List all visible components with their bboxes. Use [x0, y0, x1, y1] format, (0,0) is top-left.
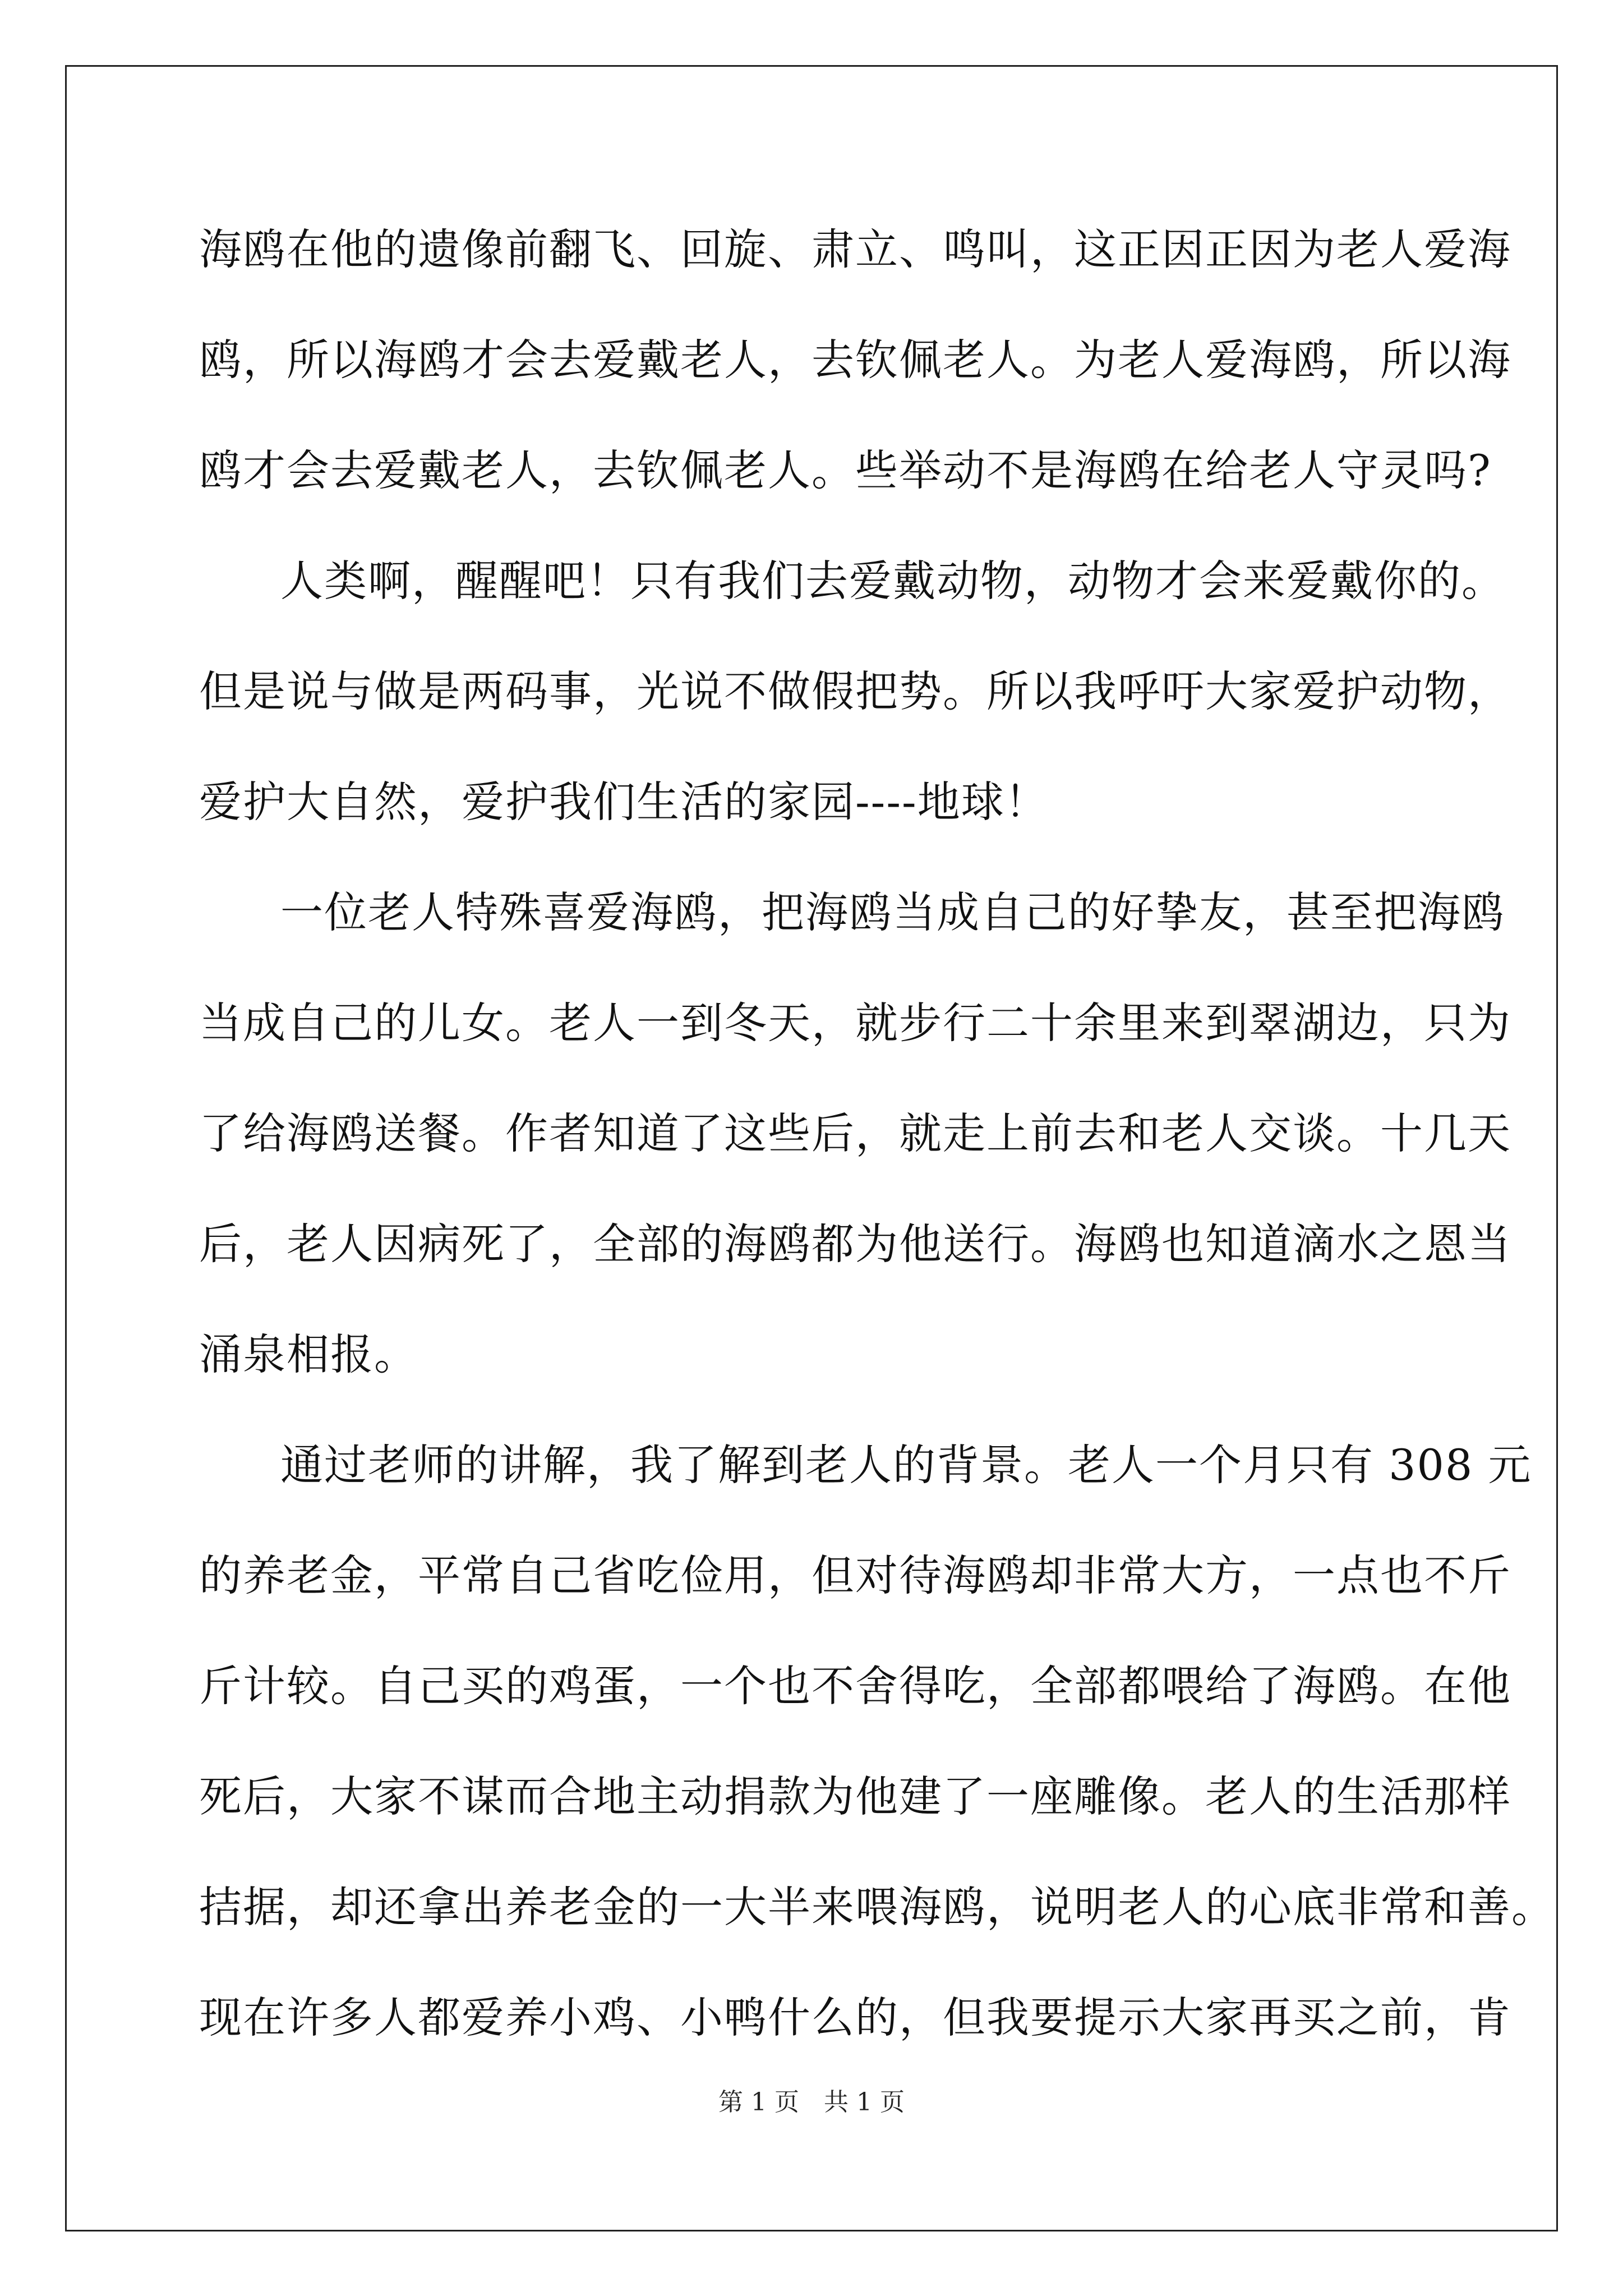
text-line: 涌泉相报。	[199, 1329, 418, 1379]
text-line: 爱护大自然，爱护我们生活的家园----地球！	[199, 777, 1049, 827]
paragraph-first-line: 人类啊，醒醒吧！只有我们去爱戴动物，动物才会来爱戴你的。	[280, 556, 1505, 606]
paragraph-first-line: 一位老人特殊喜爱海鸥，把海鸥当成自己的好挚友，甚至把海鸥	[280, 887, 1505, 937]
text-line: 现在许多人都爱养小鸡、小鸭什么的，但我要提示大家再买之前，肯	[199, 1993, 1511, 2042]
paragraph-first-line: 通过老师的讲解，我了解到老人的背景。老人一个月只有 308 元	[280, 1440, 1532, 1490]
text-line: 拮据，却还拿出养老金的一大半来喂海鸥，说明老人的心底非常和善。	[199, 1882, 1555, 1932]
text-line: 但是说与做是两码事，光说不做假把势。所以我呼吁大家爱护动物，	[199, 666, 1511, 716]
text-line: 当成自己的儿女。老人一到冬天，就步行二十余里来到翠湖边，只为	[199, 998, 1511, 1048]
text-line: 死后，大家不谋而合地主动捐款为他建了一座雕像。老人的生活那样	[199, 1772, 1511, 1821]
text-line: 了给海鸥送餐。作者知道了这些后，就走上前去和老人交谈。十几天	[199, 1108, 1511, 1158]
text-line: 的养老金，平常自己省吃俭用，但对待海鸥却非常大方，一点也不斤	[199, 1550, 1511, 1600]
text-line: 斤计较。自己买的鸡蛋，一个也不舍得吃，全部都喂给了海鸥。在他	[199, 1661, 1511, 1711]
text-line: 鸥才会去爱戴老人，去钦佩老人。些举动不是海鸥在给老人守灵吗?	[199, 445, 1492, 495]
text-line: 后，老人因病死了，全部的海鸥都为他送行。海鸥也知道滴水之恩当	[199, 1219, 1511, 1269]
text-line: 海鸥在他的遗像前翻飞、回旋、肃立、鸣叫，这正因正因为老人爱海	[199, 224, 1511, 274]
page-number-footer: 第 1 页 共 1 页	[718, 2088, 905, 2116]
text-line: 鸥，所以海鸥才会去爱戴老人，去钦佩老人。为老人爱海鸥，所以海	[199, 335, 1511, 385]
